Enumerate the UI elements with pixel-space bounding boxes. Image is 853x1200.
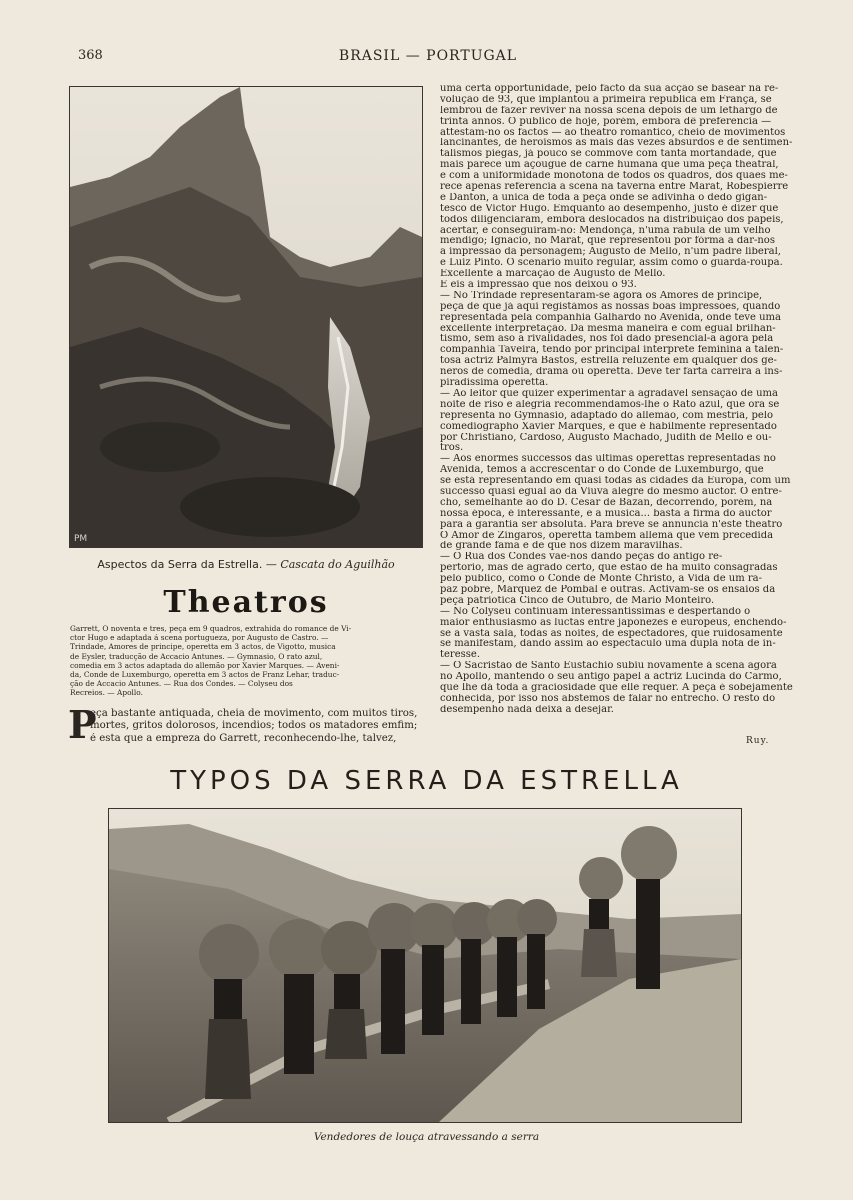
pottery-sellers-illustration	[109, 809, 741, 1122]
column-line: trinta annos. O publico de hoje, porém, embora dê preferencia —	[440, 116, 772, 127]
waterfall-photo	[69, 86, 423, 548]
column-line: mendigo; Ignacio, no Marat, que representou por fórma a dar-nos	[440, 236, 775, 247]
column-line: tismo, sem aso a rivalidades, nos foi dado presencial-a agora pela	[440, 334, 774, 345]
page-number: 368	[78, 48, 103, 63]
lead-paragraph	[68, 702, 422, 747]
column-line: Excellente a marcação de Augusto de Mello.	[440, 269, 666, 280]
column-line: volução de 93, que implantou a primeira republica em França, se	[440, 94, 772, 105]
column-line: — No Colyseu continuam interessantissimas e despertando o	[440, 606, 751, 617]
intro-line: Recreios. — Apollo.	[70, 688, 143, 698]
column-line: — No Trindade representaram-se agora os Amores de principe,	[440, 290, 763, 301]
column-line: pelo publico, como o Conde de Monte Christo, a Vida de um ra-	[440, 574, 763, 585]
column-line: acertar, e conseguiram-no: Mendonça, n'uma rabula de um velho	[440, 225, 771, 236]
column-line: noite de riso e alegria recommendamos-lhe o Rato azul, que ora se	[440, 399, 780, 410]
column-line: e com a uniformidade monotona de todos os quadros, dos quaes me-	[440, 171, 788, 182]
column-line: peça patriotica Cinco de Outubro, de Mario Monteiro.	[440, 595, 715, 606]
caption-subtitle: — Cascata do Aguilhão	[265, 558, 395, 571]
column-line: uma certa opportunidade, pelo facto da sua acção se basear na re-	[440, 84, 779, 94]
intro-line: Garrett, O noventa e tres, peça em 9 quadros, extrahida do romance de Vi-	[70, 624, 352, 633]
column-line: tosa actriz Palmyra Bastos, estrella reluzente em qualquer dos ge-	[440, 356, 777, 367]
intro-line: de Eysler, traducção de Accacio Antunes. — Gymnasio, O rato azul,	[70, 651, 323, 661]
column-line: successo quasi egual ao da Viuva alegre do mesmo auctor. O entre-	[440, 486, 782, 497]
column-line: lancinantes, de heroismos as mais das vezes absurdos e de sentimen-	[440, 138, 793, 149]
column-line: se está representando em quasi todas as cidades da Europa, com um	[440, 476, 791, 487]
author-signature: Ruy.	[746, 736, 770, 746]
section-intro	[70, 624, 422, 698]
column-line: a impressão da personagem; Augusto de Mello, n'um padre liberal,	[440, 247, 781, 258]
column-line: para a garantia ser absoluta. Para breve se annuncia n'este theatro	[440, 519, 783, 530]
column-line: piradissima operetta.	[440, 378, 549, 389]
column-line: O Amor de Zingaros, operetta tambem allemã que vem precedida	[440, 530, 774, 541]
column-line: no Apollo, mantendo o seu antigo papel a actriz Lucinda do Carmo,	[440, 672, 782, 683]
column-line: tros.	[440, 443, 464, 454]
column-line: tesco de Victor Hugo. Emquanto ao desempenho, justo é dizer que	[440, 203, 779, 214]
intro-line: Trindade, Amores de principe, operetta em 3 actos, de Vigotto, musica	[70, 642, 336, 652]
column-line: maior enthusiasmo as luctas entre japonezes e europeus, enchendo-	[440, 617, 787, 628]
intro-line: da, Conde de Luxemburgo, operetta em 3 actos de Franz Lehar, traduc-	[70, 669, 340, 679]
column-line: — Ao leitor que quizer experimentar a agradavel sensação de uma	[440, 388, 778, 399]
column-line: representada pela companhia Galhardo no Avenida, onde teve uma	[440, 312, 781, 323]
column-line: talismos piegas, já pouco se commove com tanta mortandade, que	[440, 149, 777, 160]
column-line: excellente interpretação. Da mesma maneira e com egual brilhan-	[440, 323, 776, 334]
lead-line: eça bastante antiquada, cheia de movimento, com muitos tiros,	[90, 708, 418, 719]
column-line: pertorio, mas de agrado certo, que estão de ha muito consagradas	[440, 563, 778, 574]
column-line: neros de comedia, drama ou operetta. Deve ter farta carreira a ins-	[440, 367, 783, 378]
column-line: attestam-no os factos — ao theatro romantico, cheio de movimentos	[440, 127, 786, 138]
pottery-sellers-photo	[108, 808, 742, 1123]
column-line: teresse.	[440, 650, 480, 661]
column-line: se manifestam, dando assim ao espectaculo uma dupla nota de in-	[440, 639, 776, 650]
column-line: e Danton, a unica de toda a peça onde se adivinha o dedo gigan-	[440, 192, 768, 203]
intro-line: ção de Accacio Antunes. — Rua dos Condes. — Colyseu dos	[70, 679, 293, 689]
column-line: desempenho nada deixa a desejar.	[440, 704, 614, 715]
page-header	[78, 48, 778, 68]
waterfall-illustration	[70, 87, 422, 547]
right-column-text	[440, 84, 795, 716]
column-line: E eis a impressão que nos deixou o 93.	[440, 280, 637, 291]
section-title: Theatros	[163, 585, 329, 620]
running-title: BRASIL — PORTUGAL	[338, 48, 518, 64]
column-line: comediographo Xavier Marques, e que é habilmente representado	[440, 421, 777, 432]
column-line: — Aos enormes successos das ultimas operettas representadas no	[440, 454, 776, 465]
column-line: por Christiano, Cardoso, Augusto Machado, Judith de Mello e ou-	[440, 432, 772, 443]
column-line: lembrou de fazer reviver na nossa scena depois de um lethargo de	[440, 105, 778, 116]
drop-cap: P	[68, 702, 97, 747]
column-line: — O Sacristão de Santo Eustachio subiu novamente á scena agora	[440, 661, 777, 672]
column-line: de grande fama e de que nos dizem maravilhas.	[440, 541, 683, 552]
column-line: que lhe dá toda a graciosidade que elle requer. A peça é sobejamente	[440, 682, 793, 693]
lead-line: é esta que a empreza do Garrett, reconhecendo-lhe, talvez,	[90, 732, 397, 744]
column-line: representa no Gymnasio, adaptado do allemão, com mestria, pelo	[440, 410, 773, 421]
caption-label: Aspectos da Serra da Estrella.	[97, 558, 263, 571]
intro-line: ctor Hugo e adaptada á scena portugueza, por Augusto de Castro. —	[70, 633, 329, 643]
column-line: e Luiz Pinto. O scenario muito regular, assim como o guarda-roupa.	[440, 258, 783, 269]
lead-line: mortes, gritos dolorosos, incendios; todos os matadores emfim;	[90, 720, 418, 732]
column-line: conhecida, por isso nos abstemos de falar no entrecho. O resto do	[440, 693, 776, 704]
column-line: peça de que já aqui registámos as nossas boas impressões, quando	[440, 301, 781, 312]
column-line: nossa época, é interessante, e a musica... basta a firma do auctor	[440, 508, 772, 519]
column-line: Avenida, temos a accrescentar o do Conde de Luxemburgo, que	[440, 465, 764, 476]
intro-line: comedia em 3 actos adaptada do allemão por Xavier Marques. — Aveni-	[70, 660, 340, 670]
column-line: paz pobre, Marquez de Pombal e outras. Activam-se os ensaios da	[440, 584, 776, 595]
bottom-photo-caption: Vendedores de louça atravessando a serra	[313, 1131, 540, 1143]
column-line: se a vasta sala, todas as noites, de espectadores, que ruidosamente	[440, 628, 783, 639]
photo-mark: PM	[74, 534, 88, 544]
figure-title: TYPOS DA SERRA DA ESTRELLA	[170, 766, 683, 796]
column-line: rece apenas referencia a scena na taverna entre Marat, Robespierre	[440, 182, 789, 193]
column-line: mais parece um açougue de carne humana que uma peça theatral,	[440, 160, 779, 171]
column-line: companhia Taveira, tendo por principal interprete feminina a talen-	[440, 345, 784, 356]
top-photo-caption	[70, 558, 422, 571]
column-line: cho, semelhante ao do D. Cesar de Bazan, decorrendo, porém, na	[440, 497, 773, 508]
column-line: todos diligenciaram, embora deslocados na distribuição dos papeis,	[440, 214, 784, 225]
column-line: — O Rua dos Condes vae-nos dando peças do antigo re-	[440, 552, 723, 563]
